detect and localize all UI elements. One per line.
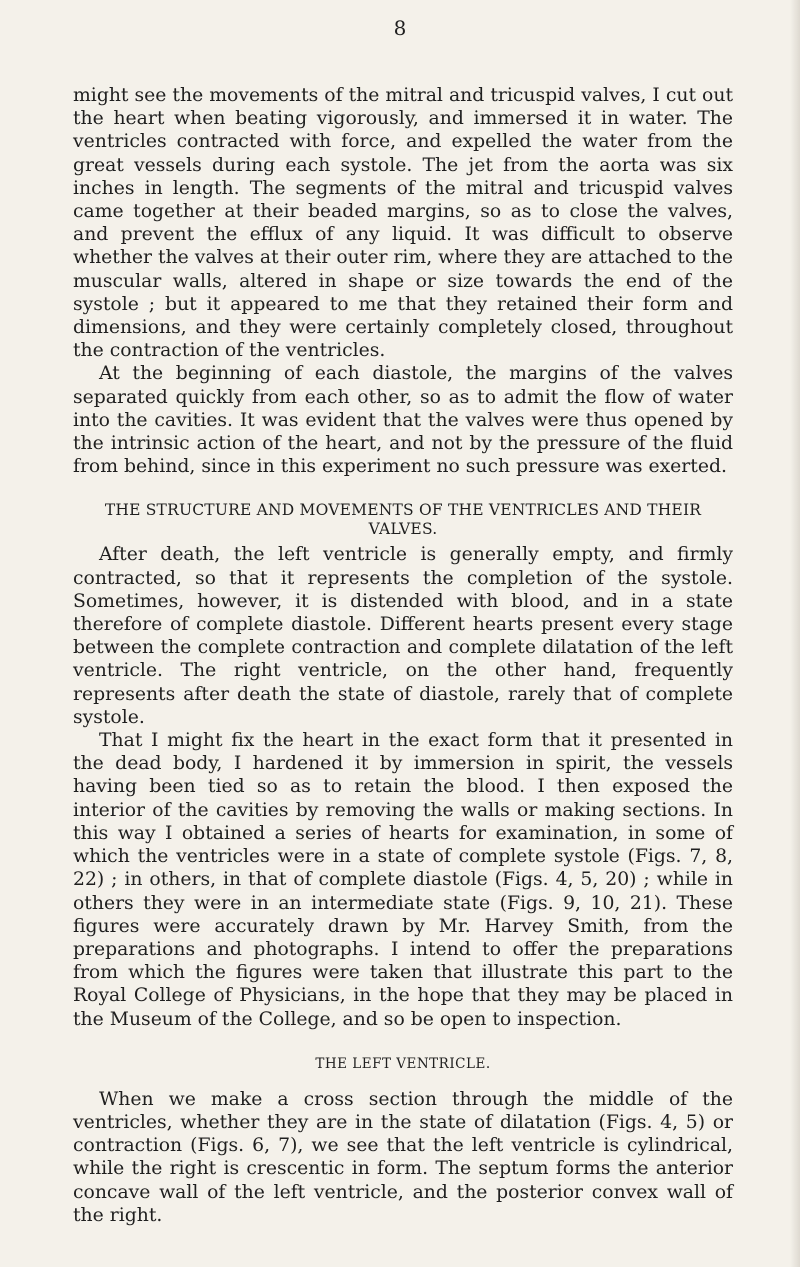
paragraph-hardened-heart: That I might fix the heart in the exact form that it presented in the dead body, I hardened it by immersion in spirit, the vessels having been tied so as to retain the blood. I then exposed the interior of the cavities by removing the walls or making sections. In this way I obtained a series of hearts for examination, in some of which the ventricles were in a state of complete systole (Figs. 7, 8, 22) ; in others, in that of complete diastole (Figs. 4, 5, 20) ; while in others they were in an intermediate state (Figs. 9, 10, 21). These figures were accurately drawn by Mr. Harvey Smith, from the preparations and photographs. I intend to offer the preparations from which the figures were taken that illustrate this part to the Royal College of Physicians, in the hope that they may be placed in the Museum of the College, and so be open to inspection. <box>73 730 733 1030</box>
section-heading-left-ventricle: THE LEFT VENTRICLE. <box>315 1055 491 1072</box>
body-text <box>73 84 733 1227</box>
paragraph-cross-section: When we make a cross section through the middle of the ventricles, whether they are in the state of dilatation (Figs. 4, 5) or contraction (Figs. 6, 7), we see that the left ventricle is cylindrical, while the right is crescentic in form. The septum forms the anterior concave wall of the left ventricle, and the posterior convex wall of the right. <box>73 1088 733 1226</box>
paragraph-diastole: At the beginning of each diastole, the margins of the valves separated quickly from each other, so as to admit the flow of water into the cavities. It was evident that the valves were thus opened by the intrinsic action of the heart, and not by the pressure of the fluid from behind, since in this experiment no such pressure was exerted. <box>73 363 733 478</box>
paragraph-valves-experiment: might see the movements of the mitral and tricuspid valves, I cut out the heart when beating vigorously, and immersed it in water. The ventricles contracted with force, and expelled the water from the great vessels during each systole. The jet from the aorta was six inches in length. The segments of the mitral and tricuspid valves came together at their beaded margins, so as to close the valves, and prevent the efflux of any liquid. It was difficult to observe whether the valves at their outer rim, where they are attached to the muscular walls, altered in shape or size towards the end of the systole ; but it appeared to me that they retained their form and dimensions, and they were certainly completely closed, throughout the contraction of the ventricles. <box>73 85 733 362</box>
paragraph-after-death: After death, the left ventricle is generally empty, and firmly contracted, so that it represents the completion of the systole. Sometimes, however, it is distended with blood, and in a state therefore of complete diastole. Different hearts present every stage between the complete contraction and complete dilatation of the left ventricle. The right ventricle, on the other hand, frequently represents after death the state of diastole, rarely that of complete systole. <box>73 544 733 728</box>
page-number: 8 <box>393 16 407 40</box>
section-heading-structure: THE STRUCTURE AND MOVEMENTS OF THE VENTRICLES AND THEIR VALVES. <box>104 501 702 539</box>
page-edge-shadow <box>790 0 800 1267</box>
